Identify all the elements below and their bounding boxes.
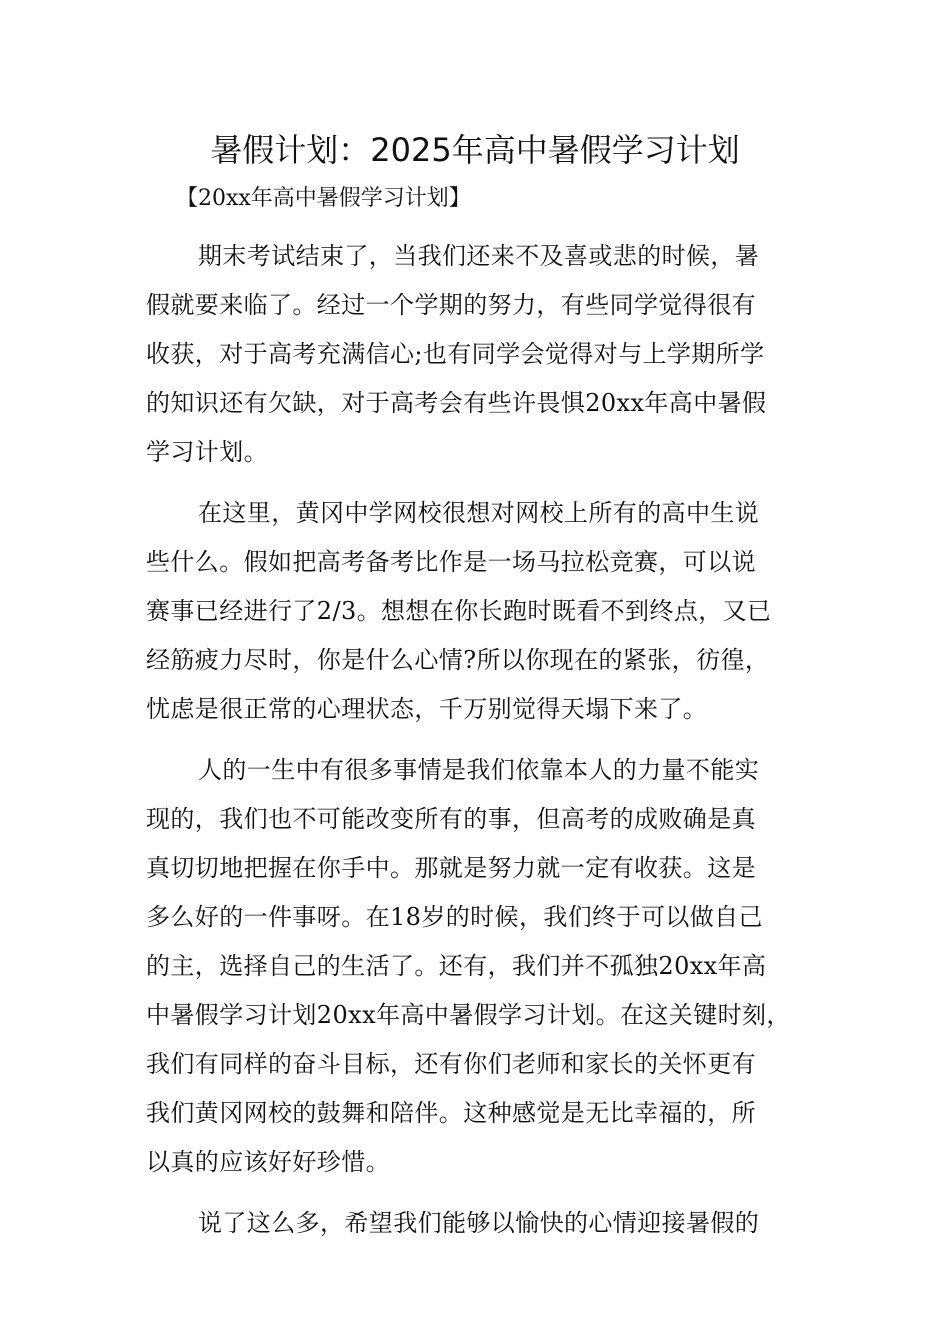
paragraph-3	[146, 746, 810, 1187]
paragraph-line: 说了这么多，希望我们能够以愉快的心情迎接暑假的	[198, 1209, 760, 1237]
paragraph-2	[146, 489, 810, 734]
paragraph-line: 现的，我们也不可能改变所有的事，但高考的成败确是真	[146, 805, 756, 833]
paragraph-line: 多么好的一件事呀。在18岁的时候，我们终于可以做自己	[146, 903, 763, 931]
paragraph-line: 些什么。假如把高考备考比作是一场马拉松竞赛，可以说	[146, 548, 756, 576]
paragraph-line: 以真的应该好好珍惜。	[146, 1148, 390, 1176]
paragraph-line: 的知识还有欠缺，对于高考会有些许畏惧20xx年高中暑假	[146, 389, 767, 417]
paragraph-line: 经筋疲力尽时，你是什么心情?所以你现在的紧张，彷徨，	[146, 646, 770, 674]
paragraph-line: 的主，选择自己的生活了。还有，我们并不孤独20xx年高	[146, 952, 767, 980]
paragraph-line: 假就要来临了。经过一个学期的努力，有些同学觉得很有	[146, 291, 756, 319]
document-subtitle: 【20xx年高中暑假学习计划】	[176, 186, 471, 211]
paragraph-line: 我们黄冈网校的鼓舞和陪伴。这种感觉是无比幸福的，所	[146, 1099, 756, 1127]
paragraph-line: 赛事已经进行了2/3。想想在你长跑时既看不到终点，又已	[146, 597, 772, 625]
paragraph-4	[146, 1199, 810, 1248]
document-title: 暑假计划：2025年高中暑假学习计划	[210, 131, 740, 169]
paragraph-line: 我们有同样的奋斗目标，还有你们老师和家长的关怀更有	[146, 1050, 756, 1078]
paragraph-line: 期末考试结束了，当我们还来不及喜或悲的时候，暑	[198, 242, 760, 270]
paragraph-line: 人的一生中有很多事情是我们依靠本人的力量不能实	[198, 756, 760, 784]
paragraph-line: 真切切地把握在你手中。那就是努力就一定有收获。这是	[146, 854, 756, 882]
paragraph-line: 忧虑是很正常的心理状态，千万别觉得天塌下来了。	[146, 695, 708, 723]
paragraph-line: 中暑假学习计划20xx年高中暑假学习计划。在这关键时刻，	[146, 1001, 791, 1029]
paragraph-line: 在这里，黄冈中学网校很想对网校上所有的高中生说	[198, 499, 760, 527]
paragraph-1	[146, 232, 810, 477]
paragraph-line: 学习计划。	[146, 438, 268, 466]
document-body	[146, 178, 810, 1248]
paragraph-line: 收获，对于高考充满信心;也有同学会觉得对与上学期所学	[146, 340, 765, 368]
